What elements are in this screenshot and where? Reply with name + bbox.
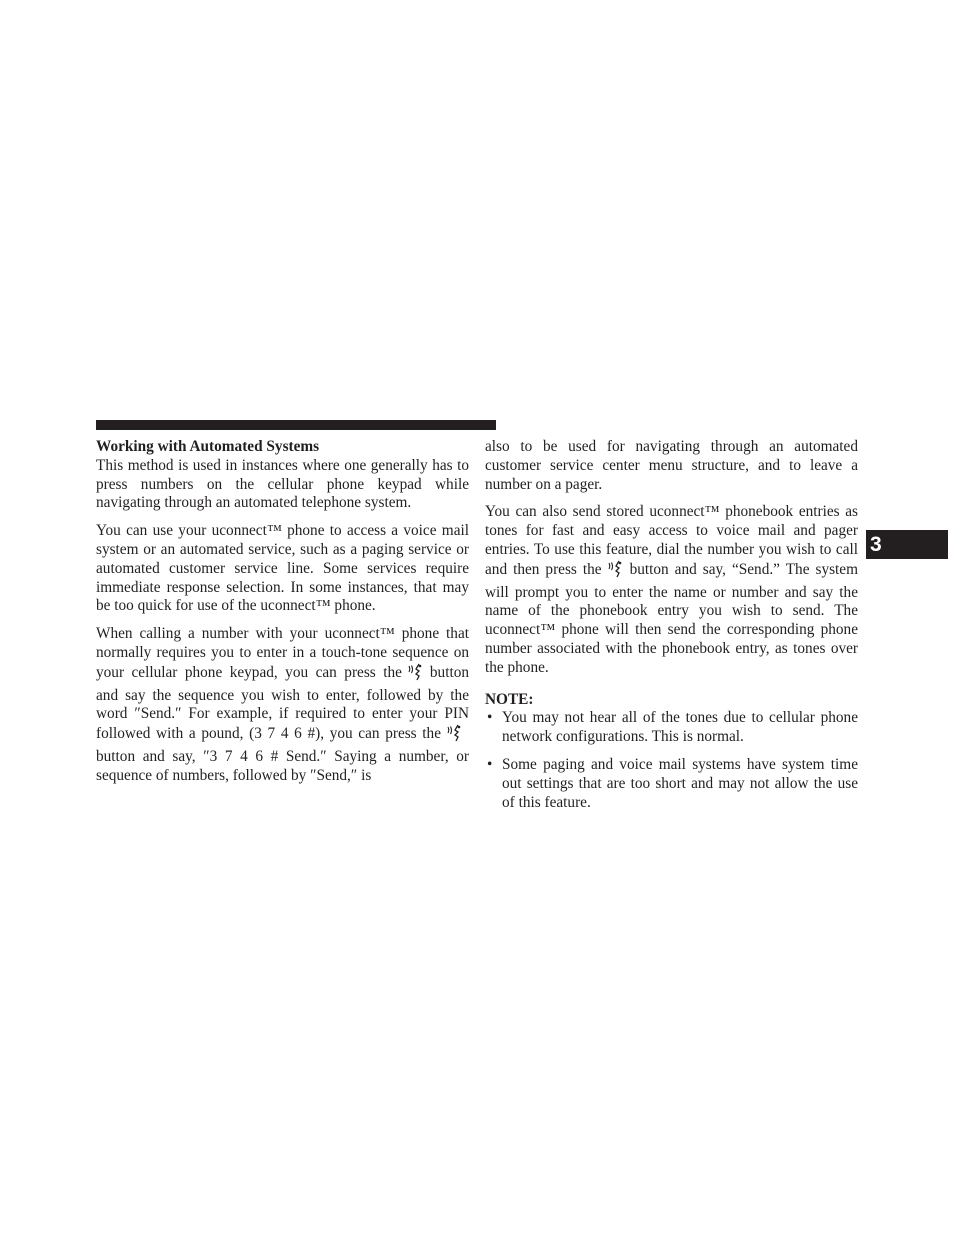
- paragraph-touch-tone: [96, 625, 469, 785]
- bullet-icon: •: [487, 755, 493, 773]
- paragraph-phonebook-tones: [485, 503, 858, 677]
- left-column: [96, 438, 469, 795]
- paragraph-text: button and say the sequence you wish to enter, followed by the word ″Send.″ For example, if required to enter your PIN followed with a pound, (3 7 4 6 #), you can press the: [96, 663, 469, 743]
- section-rule: [96, 420, 496, 430]
- paragraph-text: You can also send stored uconnect™ phonebook entries as tones for fast and easy access to voice mail and pager entries. To use this feature, dial the number you wish to call and then press the: [485, 503, 858, 578]
- list-item: [485, 709, 858, 747]
- paragraph-text: button and say, “Send.” The system will prompt you to enter the name or number and say the name of the phonebook entry you wish to send. The uconnect™ phone will then send the corresponding phone number associated with the phonebook entry, as tones over the phone.: [485, 560, 858, 676]
- voice-command-icon: [407, 663, 425, 687]
- right-column: [485, 438, 858, 821]
- paragraph-intro: This method is used in instances where one generally has to press numbers on the cellular phone keypad while navigating through an automated telephone system.: [96, 456, 469, 512]
- section-heading: Working with Automated Systems: [96, 438, 320, 455]
- voice-command-icon: [607, 560, 625, 584]
- note-list: [485, 709, 858, 812]
- paragraph-uconnect-access: You can use your uconnect™ phone to access a voice mail system or an automated service, such as a paging service or automated customer service line. Some services require immediate response selection. In some instances, that may be too quick for use of the uconnect™ phone.: [96, 522, 469, 615]
- voice-command-icon: [446, 724, 464, 748]
- chapter-tab: 3: [866, 530, 948, 559]
- note-label: NOTE:: [485, 690, 534, 708]
- list-item-text: Some paging and voice mail systems have system time out settings that are too short and may not allow the use of this feature.: [502, 755, 858, 811]
- list-item-text: You may not hear all of the tones due to cellular phone network configurations. This is normal.: [502, 709, 858, 746]
- paragraph-text: button and say, ″3 7 4 6 # Send.″ Saying a number, or sequence of numbers, followed by ″Send,″ is: [96, 747, 469, 784]
- paragraph-text: When calling a number with your uconnect™ phone that normally requires you to enter in a touch-tone sequence on your cellular phone keypad, you can press the: [96, 625, 469, 681]
- paragraph-continued: also to be used for navigating through an automated customer service center menu structure, and to leave a number on a pager.: [485, 438, 858, 493]
- bullet-icon: •: [487, 709, 493, 727]
- list-item: [485, 756, 858, 812]
